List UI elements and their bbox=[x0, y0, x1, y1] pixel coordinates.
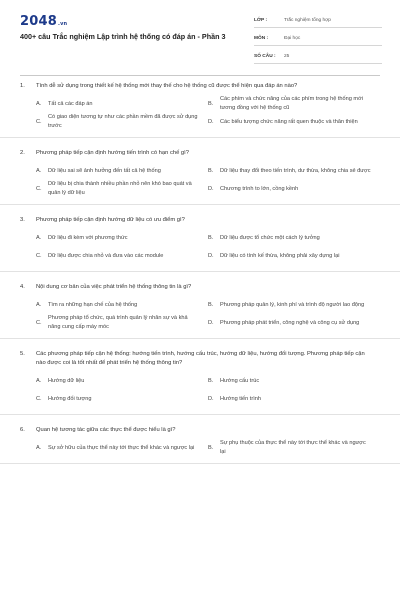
document-title: 400+ câu Trắc nghiệm Lập trình hệ thống có đáp án - Phần 3 bbox=[20, 32, 226, 41]
option-letter: C. bbox=[36, 319, 42, 326]
option-letter: B. bbox=[208, 444, 214, 451]
option-letter: A. bbox=[36, 234, 42, 241]
option-text: Phương pháp phát triển, công nghệ và công cụ sử dụng bbox=[220, 319, 360, 326]
answer-option[interactable] bbox=[36, 180, 208, 198]
question-stem bbox=[20, 214, 380, 225]
option-letter: B. bbox=[208, 100, 214, 107]
question-number: 2. bbox=[20, 150, 25, 156]
meta-label: MÔN : bbox=[254, 35, 269, 41]
answer-option[interactable] bbox=[36, 296, 208, 314]
question-item bbox=[0, 281, 400, 339]
option-letter: D. bbox=[208, 118, 214, 125]
answer-option[interactable] bbox=[36, 314, 208, 332]
question-text: Các phương pháp tiếp cận hệ thống: hướng tiến trình, hướng cấu trúc, hướng dữ liệu, hướng đối tượng. Phương pháp tiếp cận nào được coi là tốt nhất để phát triển hệ thống thông tin? bbox=[36, 351, 365, 366]
question-item bbox=[0, 424, 400, 464]
question-stem bbox=[20, 424, 380, 435]
option-letter: D. bbox=[208, 252, 214, 259]
meta-label: SỐ CÂU : bbox=[254, 53, 276, 59]
answer-option[interactable] bbox=[208, 390, 380, 408]
option-letter: B. bbox=[208, 301, 214, 308]
answer-options bbox=[20, 435, 380, 463]
option-text: Hướng đối tượng bbox=[48, 395, 92, 402]
answer-option[interactable] bbox=[208, 162, 380, 180]
option-text: Dữ liệu được chia nhỏ và đưa vào các module bbox=[48, 252, 164, 259]
header-divider bbox=[20, 75, 380, 76]
option-letter: A. bbox=[36, 167, 42, 174]
option-letter: A. bbox=[36, 377, 42, 384]
question-number: 3. bbox=[20, 217, 25, 223]
question-number: 5. bbox=[20, 351, 25, 357]
document-meta bbox=[254, 13, 382, 67]
option-letter: D. bbox=[208, 319, 214, 326]
option-text: Dữ liệu đi kèm với phương thức bbox=[48, 234, 128, 241]
option-letter: D. bbox=[208, 185, 214, 192]
question-item bbox=[0, 214, 400, 272]
answer-options bbox=[20, 91, 380, 137]
question-stem bbox=[20, 281, 380, 292]
meta-label: LỚP : bbox=[254, 17, 268, 23]
question-number: 1. bbox=[20, 83, 25, 89]
option-text: Tìm ra những hạn chế của hệ thống bbox=[48, 301, 138, 308]
option-letter: B. bbox=[208, 167, 214, 174]
answer-option[interactable] bbox=[208, 229, 380, 247]
option-letter: C. bbox=[36, 252, 42, 259]
question-stem bbox=[20, 348, 380, 368]
question-list bbox=[0, 80, 400, 473]
option-letter: A. bbox=[36, 301, 42, 308]
option-text: Hướng dữ liệu bbox=[48, 377, 85, 384]
option-text: Hướng cấu trúc bbox=[220, 377, 260, 384]
option-text: Sự phụ thuộc của thực thể này tới thực thể khác và ngược lại bbox=[220, 440, 366, 455]
question-item bbox=[0, 80, 400, 138]
option-letter: B. bbox=[208, 234, 214, 241]
meta-row bbox=[254, 49, 382, 64]
question-item bbox=[0, 348, 400, 415]
question-number: 4. bbox=[20, 284, 25, 290]
answer-options bbox=[20, 225, 380, 271]
option-text: Hướng tiến trình bbox=[220, 395, 261, 402]
question-text: Phương pháp tiếp cận định hướng dữ liệu có ưu điểm gì? bbox=[36, 217, 185, 223]
answer-options bbox=[20, 292, 380, 338]
option-text: Dữ liệu được tổ chức một cách lý tưởng bbox=[220, 234, 320, 241]
answer-option[interactable] bbox=[36, 229, 208, 247]
answer-option[interactable] bbox=[36, 95, 208, 113]
option-text: Có giao diện tương tự như các phần mềm đã được sử dụng trước bbox=[48, 114, 198, 129]
question-text: Quan hệ tương tác giữa các thực thể được hiểu là gì? bbox=[36, 427, 176, 433]
option-text: Tất cả các đáp án bbox=[48, 100, 93, 107]
option-letter: A. bbox=[36, 100, 42, 107]
option-letter: B. bbox=[208, 377, 214, 384]
answer-option[interactable] bbox=[208, 180, 380, 198]
site-logo[interactable] bbox=[20, 14, 67, 29]
question-item bbox=[0, 147, 400, 205]
option-text: Dữ liệu có tính kế thừa, không phải xây dựng lại bbox=[220, 252, 340, 259]
answer-option[interactable] bbox=[36, 390, 208, 408]
option-text: Dữ liệu bị chia thành nhiều phần nhỏ nên khó bao quát và quản lý dữ liệu bbox=[48, 181, 192, 196]
logo-text: 2048 bbox=[20, 14, 57, 29]
answer-option[interactable] bbox=[208, 113, 380, 131]
answer-option[interactable] bbox=[208, 247, 380, 265]
option-text: Phương pháp quản lý, kinh phí và trình độ người lao động bbox=[220, 301, 365, 308]
option-letter: A. bbox=[36, 444, 42, 451]
meta-row bbox=[254, 31, 382, 46]
answer-option[interactable] bbox=[208, 296, 380, 314]
meta-value: 25 bbox=[284, 53, 290, 59]
logo-suffix: .vn bbox=[57, 21, 68, 27]
option-text: Dữ liệu thay đổi theo tiến trình, dư thừa, không chia sẻ được bbox=[220, 167, 371, 174]
answer-option[interactable] bbox=[36, 113, 208, 131]
answer-options bbox=[20, 368, 380, 414]
option-text: Các phím và chức năng của các phím trong hệ thống mới tương đồng với hệ thống cũ bbox=[220, 96, 363, 111]
answer-options bbox=[20, 158, 380, 204]
option-letter: D. bbox=[208, 395, 214, 402]
question-stem bbox=[20, 80, 380, 91]
option-letter: C. bbox=[36, 185, 42, 192]
document-header bbox=[0, 0, 400, 68]
option-letter: C. bbox=[36, 395, 42, 402]
option-text: Sự sở hữu của thực thể này tới thực thể khác và ngược lại bbox=[48, 444, 195, 451]
answer-option[interactable] bbox=[208, 439, 380, 457]
answer-option[interactable] bbox=[36, 372, 208, 390]
answer-option[interactable] bbox=[208, 95, 380, 113]
question-number: 6. bbox=[20, 427, 25, 433]
question-text: Phương pháp tiếp cận định hướng tiến trình có hạn chế gì? bbox=[36, 150, 189, 156]
option-text: Chương trình to lớn, cồng kềnh bbox=[220, 185, 299, 192]
answer-option[interactable] bbox=[36, 247, 208, 265]
question-text: Tính dễ sử dụng trong thiết kế hệ thống mới thay thế cho hệ thống cũ được thể hiện qua đáp án nào? bbox=[36, 83, 298, 89]
answer-option[interactable] bbox=[208, 314, 380, 332]
meta-value: Trắc nghiệm tổng hợp bbox=[284, 17, 331, 23]
option-text: Dữ liệu sai sẽ ảnh hưởng đến tất cả hệ thống bbox=[48, 167, 161, 174]
answer-option[interactable] bbox=[36, 162, 208, 180]
answer-option[interactable] bbox=[208, 372, 380, 390]
meta-value: Đại học bbox=[284, 35, 301, 41]
meta-row bbox=[254, 13, 382, 28]
option-text: Các biểu tượng chức năng rất quen thuộc và thân thiện bbox=[220, 118, 358, 125]
option-letter: C. bbox=[36, 118, 42, 125]
option-text: Phương pháp tổ chức, quá trình quản lý nhân sự và khả năng cung cấp máy móc bbox=[48, 315, 188, 330]
answer-option[interactable] bbox=[36, 439, 208, 457]
question-text: Nội dung cơ bản của việc phát triển hệ thống thông tin là gì? bbox=[36, 284, 192, 290]
question-stem bbox=[20, 147, 380, 158]
